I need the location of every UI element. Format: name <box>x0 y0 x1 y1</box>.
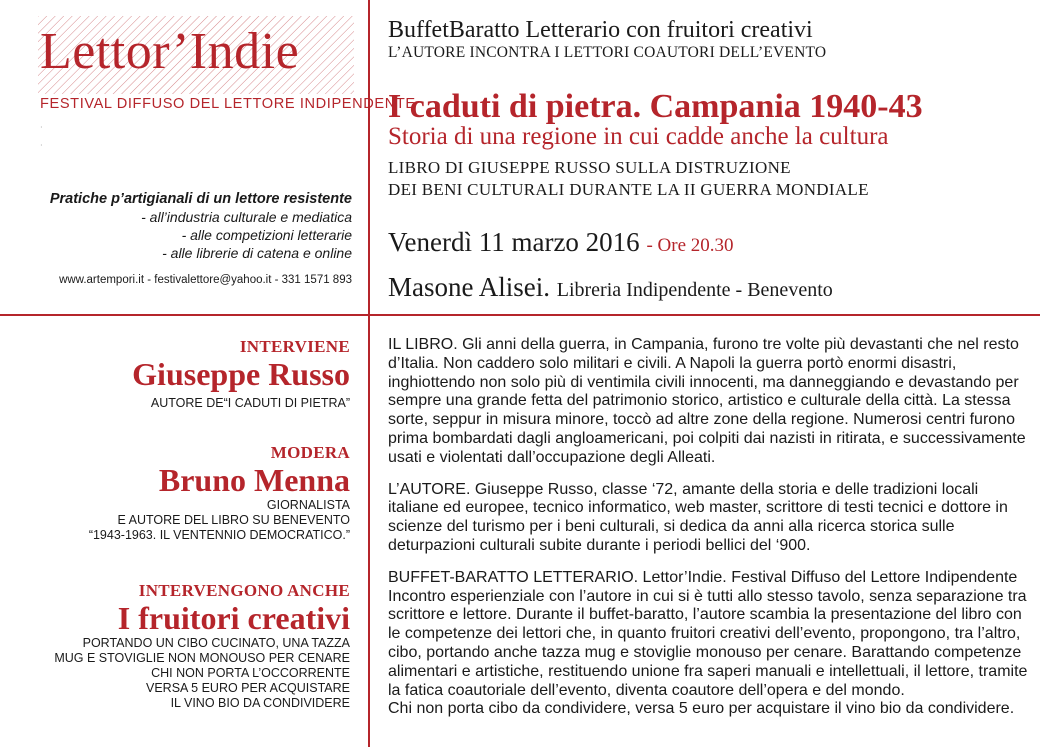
book-description-line: LIBRO DI GIUSEPPE RUSSO SULLA DISTRUZIONE <box>388 158 791 177</box>
event-time: - Ore 20.30 <box>646 235 734 256</box>
speaker-description: IL VINO BIO DA CONDIVIDERE <box>170 696 350 710</box>
logo-name: Lettor’Indie <box>40 23 300 80</box>
horizontal-divider <box>0 314 1040 316</box>
book-description-line: DEI BENI CULTURALI DURANTE LA II GUERRA MONDIALE <box>388 180 869 199</box>
decorative-dot: · <box>40 123 43 132</box>
speaker-description: MUG E STOVIGLIE NON MONOUSO PER CENARE <box>54 651 350 665</box>
body-paragraph-buffet-note: Chi non porta cibo da condividere, versa 5 euro per acquistare il vino bio da condividere. <box>388 700 1015 718</box>
event-venue: Masone Alisei. <box>388 272 550 302</box>
speaker-block <box>54 582 350 711</box>
speaker-description: GIORNALISTA <box>266 498 350 512</box>
speaker-description: VERSA 5 EURO PER ACQUISTARE <box>146 681 350 695</box>
speaker-description: PORTANDO UN CIBO CUCINATO, UNA TAZZA <box>82 636 350 650</box>
book-subtitle: Storia di una regione in cui cadde anche la cultura <box>388 123 889 150</box>
speaker-description: E AUTORE DEL LIBRO SU BENEVENTO <box>117 513 350 527</box>
speaker-role: INTERVENGONO ANCHE <box>138 581 350 600</box>
logo-subtitle: FESTIVAL DIFFUSO DEL LETTORE INDIPENDENTE <box>40 96 416 112</box>
left-top-block <box>0 190 352 287</box>
body-paragraph-buffet: Incontro esperienziale con l’autore in cui si è tutti allo stesso tavolo, senza separazione tra scrittore e lettore. Durante il buffet-baratto, l’autore scambia la presentazione del libro con le competenze dei lettori che, in quanto fruitori creativi dell’evento, propongono, tra l’altro, cibo, portando anche tazza mug e stoviglie monouso per cenare. Barattando competenze alimentari e artistiche, restituendo unione fra saperi manuali e intellettuali, il lettore, tramite la fatica coautoriale dell’evento, diventa coautore dell’opera e del mondo. <box>388 587 1028 699</box>
body-text <box>388 336 1028 719</box>
speaker-description: CHI NON PORTA L’OCCORRENTE <box>151 666 350 680</box>
decorative-dot: · <box>40 141 43 150</box>
speaker-name: I fruitori creativi <box>117 600 350 636</box>
event-tagline: L’AUTORE INCONTRA I LETTORI COAUTORI DELL’EVENTO <box>388 44 827 61</box>
vertical-divider <box>368 0 370 747</box>
speaker-role: MODERA <box>270 443 350 462</box>
event-date: Venerdì 11 marzo 2016 <box>388 227 640 257</box>
speaker-description: AUTORE DE“I CADUTI DI PIETRA” <box>150 396 350 410</box>
practices-item: - alle competizioni letterarie <box>181 227 352 243</box>
practices-title: Pratiche p’artigianali di un lettore resistente <box>49 191 352 207</box>
event-date-line <box>388 226 734 262</box>
event-title: BuffetBaratto Letterario con fruitori creativi <box>388 17 813 43</box>
body-paragraph-autore: L’AUTORE. Giuseppe Russo, classe ‘72, amante della storia e delle tradizioni locali italiane ed europee, tecnico informatico, web master, scrittore di testi tecnici e dottore in scienze del turismo per i beni culturali, si dedica da anni alla ricerca storica sulle deturpazioni culturali subite durante i periodi bellici del ‘900. <box>388 480 1008 554</box>
speaker-name: Bruno Menna <box>158 462 350 498</box>
event-venue-line <box>388 271 833 306</box>
body-paragraph-buffet-heading: BUFFET-BARATTO LETTERARIO. Lettor’Indie. Festival Diffuso del Lettore Indipendente <box>388 568 1018 586</box>
speaker-role: INTERVIENE <box>239 337 350 356</box>
speaker-name: Giuseppe Russo <box>132 356 350 392</box>
speaker-block <box>132 338 350 411</box>
speaker-block <box>89 444 350 543</box>
body-paragraph-libro: IL LIBRO. Gli anni della guerra, in Campania, furono tre volte più devastanti che nel resto d’Italia. Non caddero solo militari e civili. A Napoli la guerra portò enormi disastri, inghiottendo non solo più di ventimila civili innocenti, ma danneggiando e devastando per sempre una grande fetta del patrimonio storico, artistico e culturale della città. La stessa sorte, seppur in misura minore, toccò ad altre zone della regione. Numerosi centri furono prima bombardati dagli angloamericani, poi colpiti dai nazisti in ritirata, e successivamente usati e violentati dall’occupazione degli Alleati. <box>388 336 1026 466</box>
speaker-description: “1943-1963. IL VENTENNIO DEMOCRATICO.” <box>88 528 350 542</box>
practices-item: - all’industria culturale e mediatica <box>141 209 352 225</box>
event-venue-detail: Libreria Indipendente - Benevento <box>556 279 833 301</box>
book-title: I caduti di pietra. Campania 1940-43 <box>388 88 923 125</box>
contact-line: www.artempori.it - festivalettore@yahoo.it - 331 1571 893 <box>59 274 352 286</box>
practices-item: - alle librerie di catena e online <box>162 245 352 261</box>
